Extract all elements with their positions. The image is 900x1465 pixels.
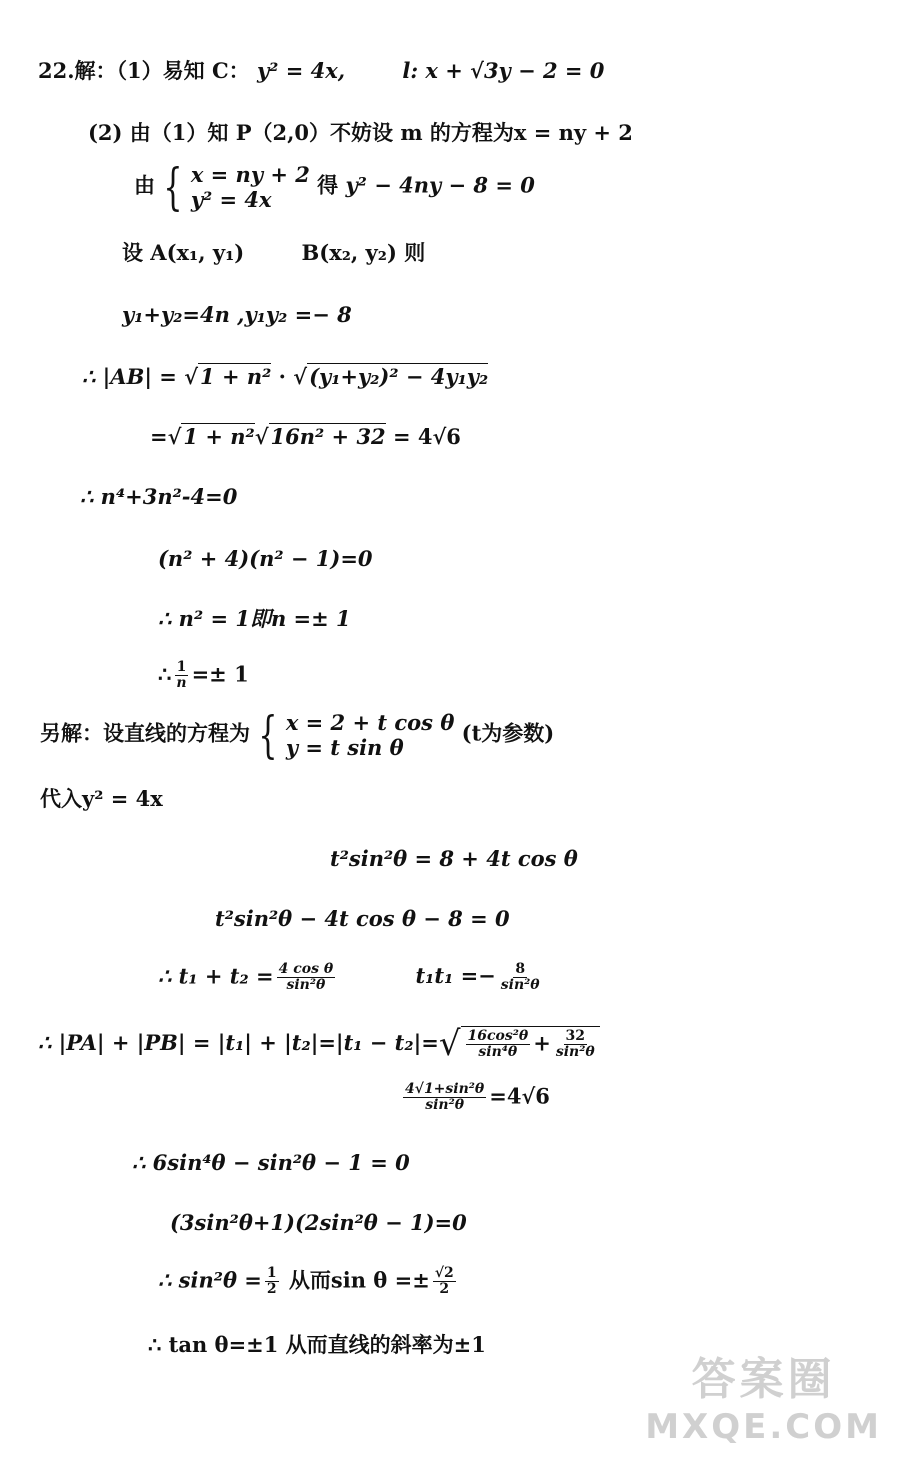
sinv-num1: 1 (266, 1265, 277, 1281)
system1-mid: 得 (317, 172, 339, 198)
line-sin-factor: (3sin²θ+1)(2sin²θ − 1)=0 (170, 1210, 467, 1235)
line-t-equation1: t²sin²θ = 8 + 4t cos θ (330, 846, 578, 871)
alt-prefix: 另解：设直线的方程为 (40, 720, 250, 746)
line-t-vieta (158, 962, 545, 994)
line-points (122, 240, 425, 265)
system1-result: y² − 4ny − 8 = 0 (345, 172, 535, 198)
line-conclusion: ∴ tan θ=±1 从而直线的斜率为±1 (148, 1332, 486, 1357)
line-reciprocal (158, 660, 249, 692)
line-pa-pb: ∴ |PA| + |PB| = |t₁| + |t₂|=|t₁ − t₂|=√ $\frac{\text{16cos²θ}}{\text{sin⁴θ}}$ + $\frac{32}{\text{sin²θ}}$ (38, 1024, 600, 1065)
system1-row1: x = ny + 2 (190, 162, 310, 187)
line-substitute: 代入y² = 4x (40, 786, 163, 811)
brace-icon: { (258, 706, 278, 765)
papb-num2: 32 (565, 1027, 585, 1044)
part1-lead: 22.解：（1）易知 C： (38, 58, 250, 83)
line-t-equation2: t²sin²θ − 4t cos θ − 8 = 0 (215, 906, 510, 931)
sinv-den1: 2 (266, 1281, 277, 1298)
papbv-result: =4√6 (489, 1083, 550, 1109)
tvieta-den1: sin²θ (286, 977, 326, 994)
papb-plus: + (533, 1029, 551, 1055)
watermark-bottom: MXQE.COM (645, 1407, 882, 1447)
line-part2: (2) 由（1）知 P（2,0）不妨设 m 的方程为x = ny + 2 (88, 120, 633, 145)
line-sin-quartic: ∴ 6sin⁴θ − sin²θ − 1 = 0 (132, 1150, 410, 1175)
line-sin-value (158, 1266, 459, 1298)
system2 (250, 706, 455, 765)
system1 (155, 158, 310, 217)
line-equation: l: x + √3y − 2 = 0 (402, 58, 605, 83)
papb-frac2 (554, 1029, 597, 1061)
ab-sqrt1: 1 + n² (200, 364, 272, 389)
line-factor: (n² + 4)(n² − 1)=0 (158, 546, 373, 571)
papb-prefix: ∴ |PA| + |PB| = |t₁| + |t₂|=|t₁ − t₂|= (38, 1029, 439, 1055)
recip-num: 1 (176, 659, 187, 675)
line-vieta: y₁+y₂=4n ,y₁y₂ =− 8 (122, 302, 352, 327)
line-ab-value: =√1 + n²√16n² + 32 = 4√6 (150, 424, 461, 449)
line-system1 (134, 158, 535, 217)
parabola-equation: y² = 4x, (256, 58, 346, 83)
abv-sqrt1: 1 + n² (183, 424, 255, 449)
ab-dot: · (271, 364, 294, 389)
line-ab-length: ∴ |AB| = √1 + n² · √(y₁+y₂)² − 4y₁y₂ (82, 364, 489, 389)
abv-prefix: = (150, 424, 168, 449)
system2-row1: x = 2 + t cos θ (285, 710, 455, 735)
line-alt-solution (40, 706, 555, 765)
papbv-den: sin²θ (425, 1097, 465, 1114)
tvieta-num2: 8 (515, 961, 526, 977)
watermark-logo (645, 1343, 882, 1447)
abv-result: = 4√6 (385, 424, 461, 449)
sinv-num2: √2 (434, 1265, 454, 1281)
recip-frac (174, 660, 188, 692)
papbv-frac (403, 1082, 486, 1114)
papb-den1: sin⁴θ (478, 1043, 518, 1060)
line-part1 (38, 58, 604, 83)
line-n-square: ∴ n² = 1即n =± 1 (158, 606, 351, 631)
tvieta-num1: 4 cos θ (278, 961, 334, 977)
line-quartic: ∴ n⁴+3n²-4=0 (80, 484, 238, 509)
papbv-num: 4√1+sin²θ (405, 1081, 485, 1097)
sinv-mid: 从而sin θ =± (281, 1267, 430, 1293)
sinv-prefix: ∴ sin²θ = (158, 1267, 262, 1293)
tvieta-frac2 (499, 962, 542, 994)
papb-frac1 (466, 1029, 531, 1061)
papb-den2: sin²θ (555, 1043, 595, 1060)
ab-prefix: ∴ |AB| = (82, 364, 185, 389)
tvieta-frac1 (277, 962, 336, 994)
tvieta-den2: sin²θ (500, 977, 540, 994)
sinv-frac1 (265, 1266, 279, 1298)
tvieta-mid: t₁t₁ =− (415, 963, 496, 989)
alt-param: (t为参数) (461, 720, 555, 746)
recip-prefix: ∴ (158, 661, 172, 687)
system2-row2: y = t sin θ (285, 735, 404, 761)
recip-result: =± 1 (191, 661, 249, 687)
ab-sqrt2: (y₁+y₂)² − 4y₁y₂ (309, 364, 489, 389)
papb-num1: 16cos²θ (467, 1027, 529, 1044)
tvieta-prefix: ∴ t₁ + t₂ = (158, 963, 274, 989)
system1-prefix: 由 (134, 172, 155, 198)
point-b: B(x₂, y₂) 则 (301, 240, 426, 265)
sinv-frac2 (433, 1266, 456, 1298)
recip-den: n (176, 675, 187, 692)
line-pa-pb-value (400, 1082, 550, 1114)
watermark-top: 答案圈 (691, 1354, 836, 1405)
abv-sqrt2: 16n² + 32 (270, 424, 386, 449)
point-a: 设 A(x₁, y₁) (122, 240, 245, 265)
system1-row2: y² = 4x (190, 187, 272, 213)
sinv-den2: 2 (439, 1281, 450, 1298)
brace-icon: { (163, 158, 183, 217)
